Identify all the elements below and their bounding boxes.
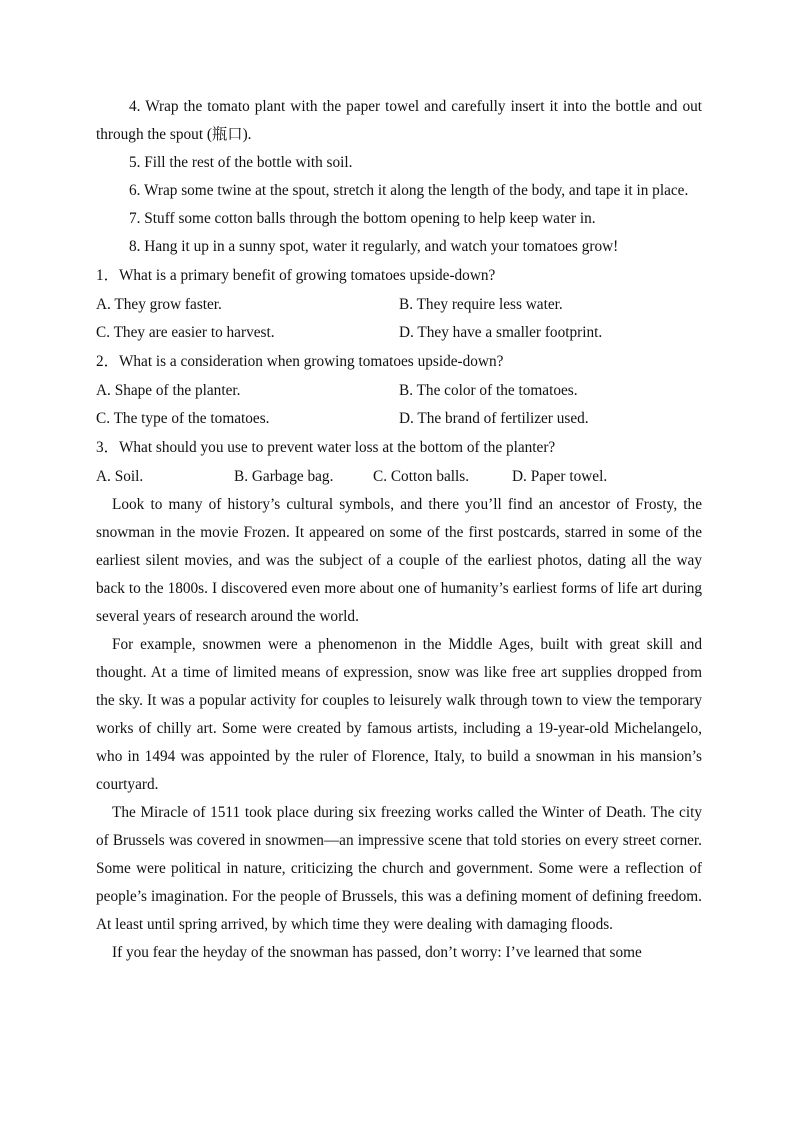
step-7: 7. Stuff some cotton balls through the bottom opening to help keep water in.	[129, 210, 596, 227]
option-b: B. They require less water.	[399, 296, 563, 313]
page-content	[96, 93, 702, 967]
option-a: A. Shape of the planter.	[96, 382, 241, 399]
option-a: A. They grow faster.	[96, 296, 222, 313]
options-row	[96, 463, 702, 491]
step-4: 4. Wrap the tomato plant with the paper towel and carefully insert it into the bottle and out through the spout (瓶口).	[96, 98, 702, 143]
option-d: D. The brand of fertilizer used.	[399, 410, 589, 427]
instruction-steps	[96, 93, 702, 261]
options-row	[96, 319, 702, 347]
question-1	[96, 261, 702, 347]
question-text: 2．What is a consideration when growing tomatoes upside-down?	[96, 353, 504, 370]
question-text: 1．What is a primary benefit of growing tomatoes upside-down?	[96, 267, 496, 284]
option-b: B. Garbage bag.	[234, 468, 334, 485]
option-d: D. Paper towel.	[512, 468, 608, 485]
step-5: 5. Fill the rest of the bottle with soil.	[129, 154, 353, 171]
option-b: B. The color of the tomatoes.	[399, 382, 578, 399]
passage-paragraph-1: Look to many of history’s cultural symbols, and there you’ll find an ancestor of Frosty, the snowman in the movie Frozen. It appeared on some of the first postcards, starred in some of the earliest silent movies, and was the subject of a couple of the earliest photos, dating all the way back to the 1800s. I discovered even more about one of humanity’s earliest forms of life art during several years of research around the world.	[96, 496, 702, 625]
step-8: 8. Hang it up in a sunny spot, water it regularly, and watch your tomatoes grow!	[129, 238, 619, 255]
option-c: C. They are easier to harvest.	[96, 324, 275, 341]
options-row	[96, 405, 702, 433]
question-2	[96, 347, 702, 433]
reading-passage	[96, 491, 702, 967]
options-row	[96, 291, 702, 319]
question-text: 3．What should you use to prevent water loss at the bottom of the planter?	[96, 439, 556, 456]
passage-paragraph-2: For example, snowmen were a phenomenon in the Middle Ages, built with great skill and thought. At a time of limited means of expression, snow was like free art supplies dropped from the sky. It was a popular activity for couples to leisurely walk through town to view the temporary works of chilly art. Some were created by famous artists, including a 19-year-old Michelangelo, who in 1494 was appointed by the ruler of Florence, Italy, to build a snowman in his mansion’s courtyard.	[96, 636, 702, 793]
options-row	[96, 377, 702, 405]
option-c: C. Cotton balls.	[373, 468, 470, 485]
step-6: 6. Wrap some twine at the spout, stretch it along the length of the body, and tape it in place.	[129, 182, 689, 199]
option-d: D. They have a smaller footprint.	[399, 324, 603, 341]
question-3	[96, 433, 702, 491]
passage-paragraph-4: If you fear the heyday of the snowman has passed, don’t worry: I’ve learned that some	[112, 944, 642, 961]
option-a: A. Soil.	[96, 468, 144, 485]
option-c: C. The type of the tomatoes.	[96, 410, 270, 427]
passage-paragraph-3: The Miracle of 1511 took place during six freezing works called the Winter of Death. The city of Brussels was covered in snowmen—an impressive scene that told stories on every street corner. Some were political in nature, criticizing the church and government. Some were a reflection of people’s imagination. For the people of Brussels, this was a defining moment of defining freedom. At least until spring arrived, by which time they were dealing with damaging floods.	[96, 804, 702, 933]
